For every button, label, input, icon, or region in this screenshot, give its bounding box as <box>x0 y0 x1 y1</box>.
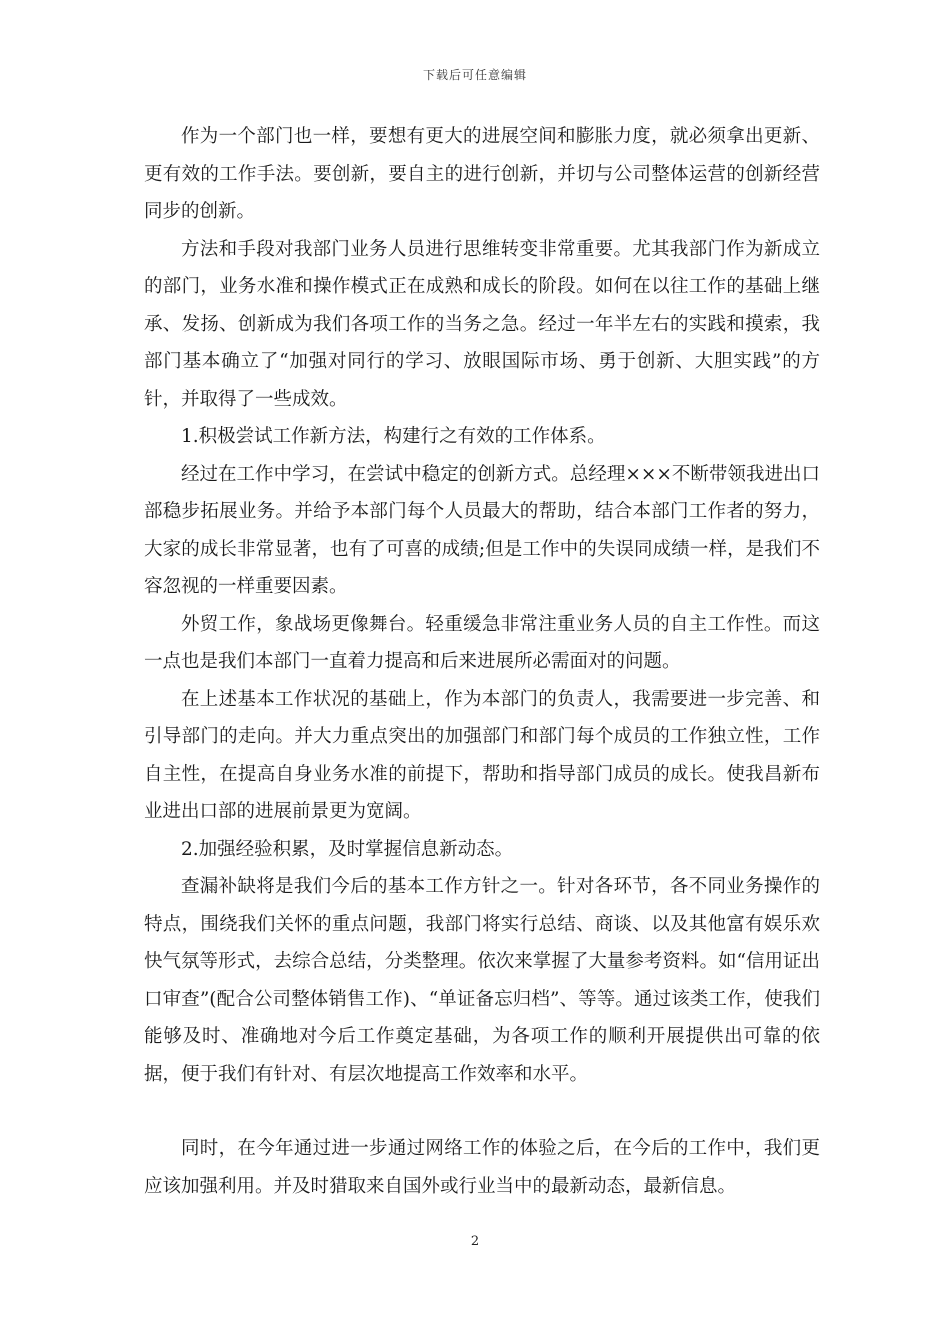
section-heading-1: 1.积极尝试工作新方法，构建行之有效的工作体系。 <box>181 426 606 447</box>
paragraph-learning: 经过在工作中学习，在尝试中稳定的创新方式。总经理×××不断带领我进出口部稳步拓展业务。并给予本部门每个人员最大的帮助，结合本部门工作者的努力，大家的成长非常显著，也有了可喜的成绩;但是工作中的失误同成绩一样，是我们不容忽视的一样重要因素。 <box>144 463 820 597</box>
paragraph-network: 同时，在今年通过进一步通过网络工作的体验之后，在今后的工作中，我们更应该加强利用。并及时猎取来自国外或行业当中的最新动态，最新信息。 <box>144 1138 820 1197</box>
page-header: 下载后可任意编辑 <box>422 68 527 82</box>
page-number: 2 <box>470 1234 480 1249</box>
paragraph-responsibility: 在上述基本工作状况的基础上，作为本部门的负责人，我需要进一步完善、和引导部门的走向。并大力重点突出的加强部门和部门每个成员的工作独立性，工作自主性，在提高自身业务水准的前提下，帮助和指导部门成员的成长。使我昌新布业进出口部的进展前景更为宽阔。 <box>144 688 820 822</box>
paragraph-methods: 方法和手段对我部门业务人员进行思维转变非常重要。尤其我部门作为新成立的部门，业务水准和操作模式正在成熟和成长的阶段。如何在以往工作的基础上继承、发扬、创新成为我们各项工作的当务之急。经过一年半左右的实践和摸索，我部门基本确立了“加强对同行的学习、放眼国际市场、勇于创新、大胆实践”的方针，并取得了一些成效。 <box>144 238 820 410</box>
paragraph-summary-work: 查漏补缺将是我们今后的基本工作方针之一。针对各环节，各不同业务操作的特点，围绕我们关怀的重点问题，我部门将实行总结、商谈、以及其他富有娱乐欢快气氛等形式，去综合总结，分类整理。依次来掌握了大量参考资料。如“信用证出口审查”(配合公司整体销售工作)、“单证备忘归档”、等等。通过该类工作，使我们能够及时、准确地对今后工作奠定基础，为各项工作的顺利开展提供出可靠的依据，便于我们有针对、有层次地提高工作效率和水平。 <box>144 876 820 1085</box>
paragraph-innovation-intro: 作为一个部门也一样，要想有更大的进展空间和膨胀力度，就必须拿出更新、更有效的工作手法。要创新，要自主的进行创新，并切与公司整体运营的创新经营同步的创新。 <box>144 126 820 222</box>
paragraph-gap <box>144 1093 820 1130</box>
section-heading-2: 2.加强经验积累，及时掌握信息新动态。 <box>181 838 514 860</box>
document-body <box>144 118 820 1205</box>
paragraph-foreign-trade: 外贸工作，象战场更像舞台。轻重缓急非常注重业务人员的自主工作性。而这一点也是我们本部门一直着力提高和后来进展所必需面对的问题。 <box>144 613 820 672</box>
